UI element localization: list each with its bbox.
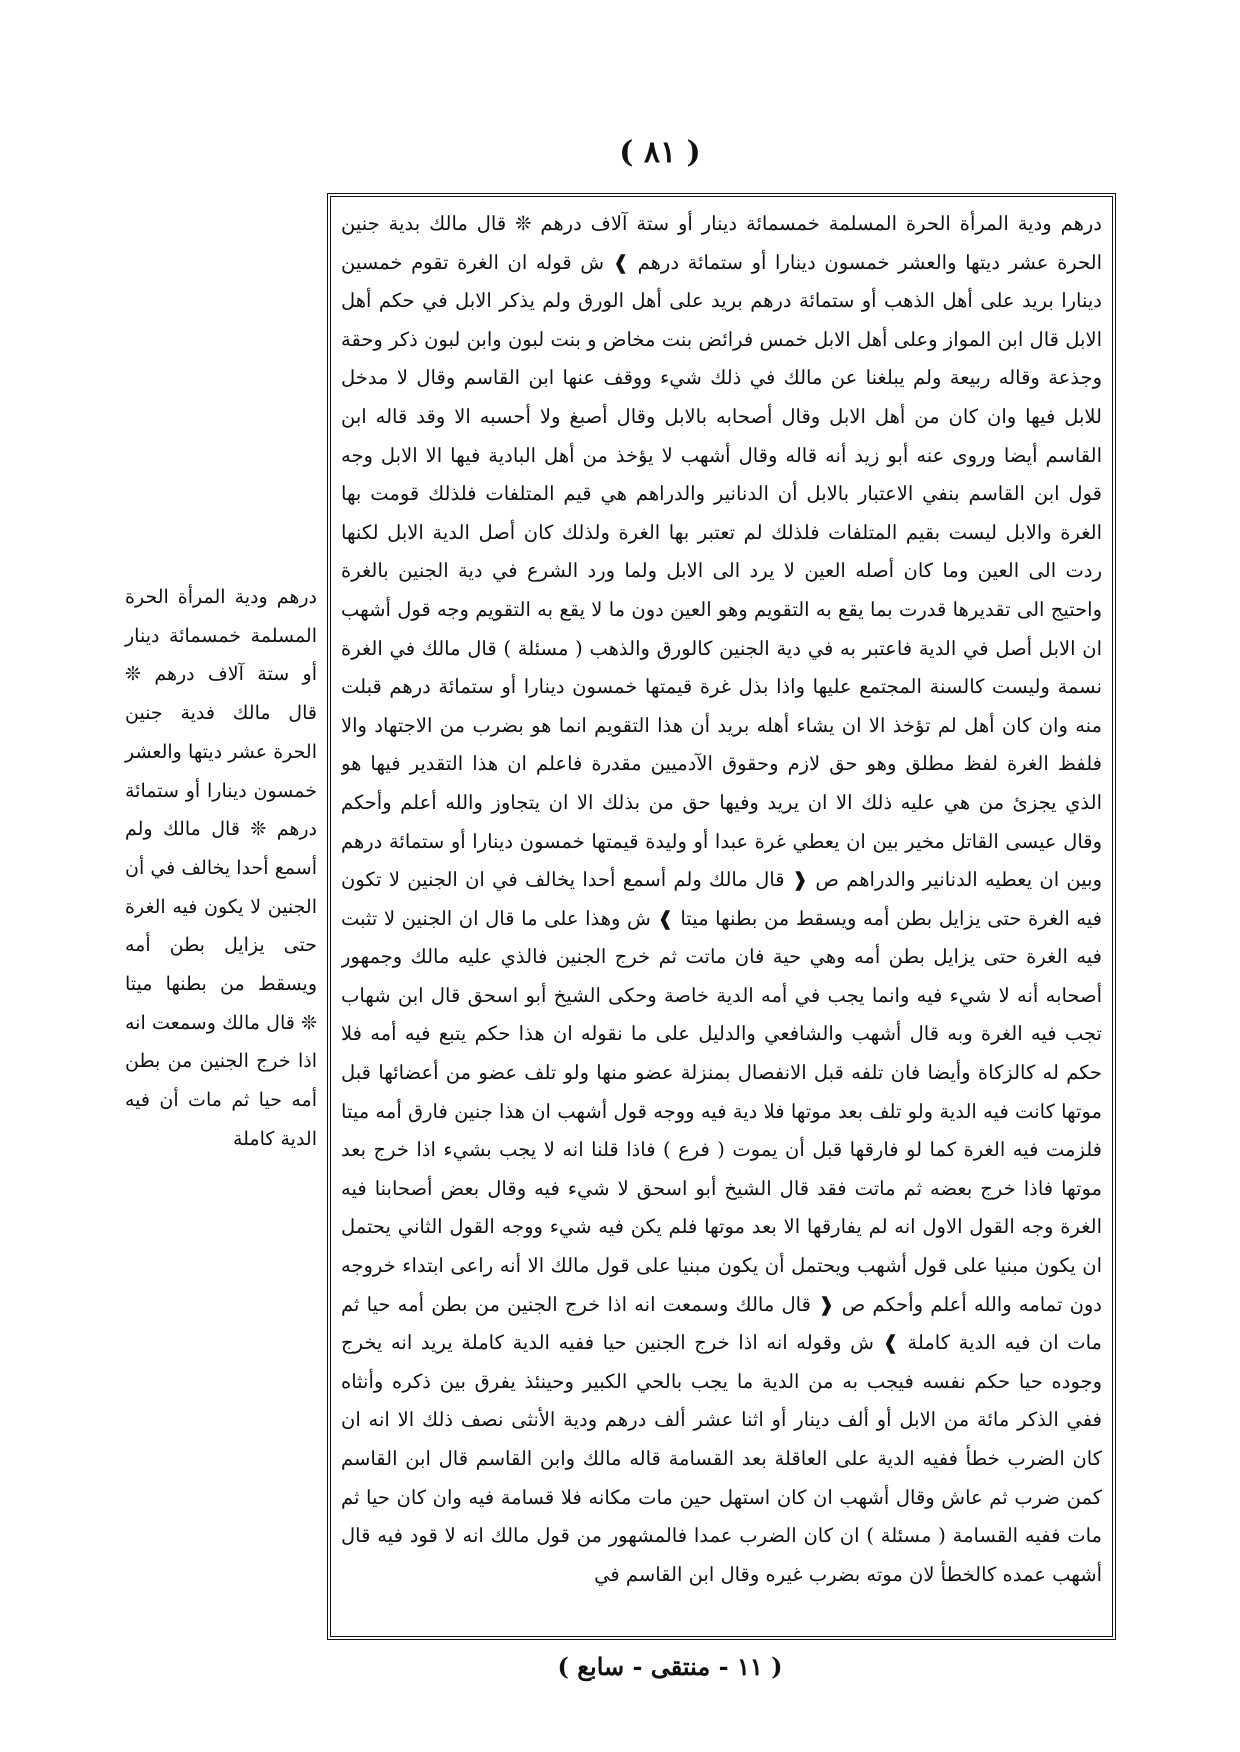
page-number: ( ٨١ ) [619, 135, 701, 170]
main-text-frame [327, 193, 1116, 1640]
margin-note: درهم ودية المرأة الحرة المسلمة خمسمائة دينار أو ستة آلاف درهم ❊ قال مالك فدية جنين الحرة عشر ديتها والعشر خمسون دينارا أو ستمائة درهم ❊ قال مالك ولم أسمع أحدا يخالف في أن الجنين لا يكون فيه الغرة حتى يزايل بطن أمه ويسقط من بطنها ميتا ❊ قال مالك وسمعت انه اذا خرج الجنين من بطن أمه حيا ثم مات أن فيه الدية كاملة [125, 586, 317, 1150]
footer-signature: ( ١١ - منتقى - سابع ) [557, 1652, 783, 1681]
main-paragraph: درهم ودية المرأة الحرة المسلمة خمسمائة دينار أو ستة آلاف درهم ❊ قال مالك بدية جنين الحرة عشر ديتها والعشر خمسون دينارا أو ستمائة درهم ❱ ش قوله ان الغرة تقوم خمسين دينارا بريد على أهل الذهب أو ستمائة درهم بريد على أهل الورق ولم يذكر الابل في حكم أهل الابل قال ابن المواز وعلى أهل الابل خمس فرائض بنت مخاض و بنت لبون وابن لبون ذكر وحقة وجذعة وقاله ربيعة ولم يبلغنا عن مالك في ذلك شيء ووقف عنها ابن القاسم وقال لا مدخل للابل فيها وان كان من أهل الابل وقال أصحابه بالابل وقال أصبغ ولا أحسبه الا وقد قاله ابن القاسم أيضا وروى عنه أبو زيد أنه قاله وقال أشهب لا يؤخذ من أهل البادية فيها الا الابل وجه قول ابن القاسم بنفي الاعتبار بالابل أن الدنانير والدراهم هي قيم المتلفات فلذلك قومت بها الغرة والابل ليست بقيم المتلفات فلذلك لم تعتبر بها الغرة ولذلك كان أصل الدية الابل لكنها ردت الى العين وما كان أصله العين لا يرد الى الابل ولما ورد الشرع في دية الجنين بالغرة واحتيج الى تقديرها قدرت بما يقع به التقويم وهو العين دون ما لا يقع به التقويم وجه قول أشهب ان الابل أصل في الدية فاعتبر به في دية الجنين كالورق والذهب ( مسئلة ) قال مالك في الغرة نسمة وليست كالسنة المجتمع عليها واذا بذل غرة قيمتها خمسون دينارا أو ستمائة درهم قبلت منه وان كان أهل لم تؤخذ الا ان يشاء أهله بريد أن هذا التقويم انما هو بضرب من الاجتهاد والا فلفظ الغرة لفظ مطلق وهو حق لازم وحقوق الآدميين مقدرة فاعلم ان هذا التقدير فيها هو الذي يجزئ من هي عليه ذلك الا ان يريد وفيها حق من بذلك الا ان يتجاوز والله أعلم وأحكم وقال عيسى القاتل مخير بين ان يعطي غرة عبدا أو وليدة قيمتها خمسون دينارا أو ستمائة درهم وبين ان يعطيه الدنانير والدراهم ص ❰ قال مالك ولم أسمع أحدا يخالف في ان الجنين لا تكون فيه الغرة حتى يزايل بطن أمه ويسقط من بطنها ميتا ❱ ش وهذا على ما قال ان الجنين لا تثبت فيه الغرة حتى يزايل بطن أمه وهي حية فان ماتت ثم خرج الجنين فالذي عليه مالك وجمهور أصحابه أنه لا شيء فيه وانما يجب في أمه الدية خاصة وحكى الشيخ أبو اسحق قال ابن شهاب تجب فيه الغرة وبه قال أشهب والشافعي والدليل على ما نقوله ان هذا حكم يتبع فيه أمه فلا حكم له كالزكاة وأيضا فان تلفه قبل الانفصال بمنزلة عضو منها ولو تلف عضو من أعضائها قبل موتها كانت فيه الدية ولو تلف بعد موتها فلا دية فيه ووجه قول أشهب ان هذا جنين فارق أمه ميتا فلزمت فيه الغرة كما لو فارقها قبل أن يموت ( فرع ) فاذا قلنا انه لا يجب بشيء اذا خرج بعد موتها فاذا خرج بعضه ثم ماتت فقد قال الشيخ أبو اسحق لا شيء فيه وقال بعض أصحابنا فيه الغرة وجه القول الاول انه لم يفارقها الا بعد موتها فلم يكن فيه شيء ووجه القول الثاني يحتمل ان يكون مبنيا على قول أشهب ويحتمل أن يكون مبنيا على قول مالك الا أنه راعى ابتداء خروجه دون تمامه والله أعلم وأحكم ص ❰ قال مالك وسمعت انه اذا خرج الجنين من بطن أمه حيا ثم مات ان فيه الدية كاملة ❱ ش وقوله انه اذا خرج الجنين حيا ففيه الدية كاملة يريد انه يخرج وجوده حيا حكم نفسه فيجب به من الدية ما يجب بالحي الكبير وحينئذ يفرق بين ذكره وأنثاه ففي الذكر مائة من الابل أو ألف دينار أو اثنا عشر ألف درهم ودية الأنثى نصف ذلك الا انه ان كان الضرب خطأ ففيه الدية على العاقلة بعد القسامة قاله مالك وابن القاسم قال ابن القاسم كمن ضرب ثم عاش وقال أشهب ان كان استهل حين مات مكانه فلا قسامة فيه وان كان حيا ثم مات ففيه القسامة ( مسئلة ) ان كان الضرب عمدا فالمشهور من قول مالك انه لا قود فيه قال أشهب عمده كالخطأ لان موته بضرب غيره وقال ابن القاسم في [341, 212, 1102, 1586]
main-commentary-text [341, 205, 1102, 1628]
